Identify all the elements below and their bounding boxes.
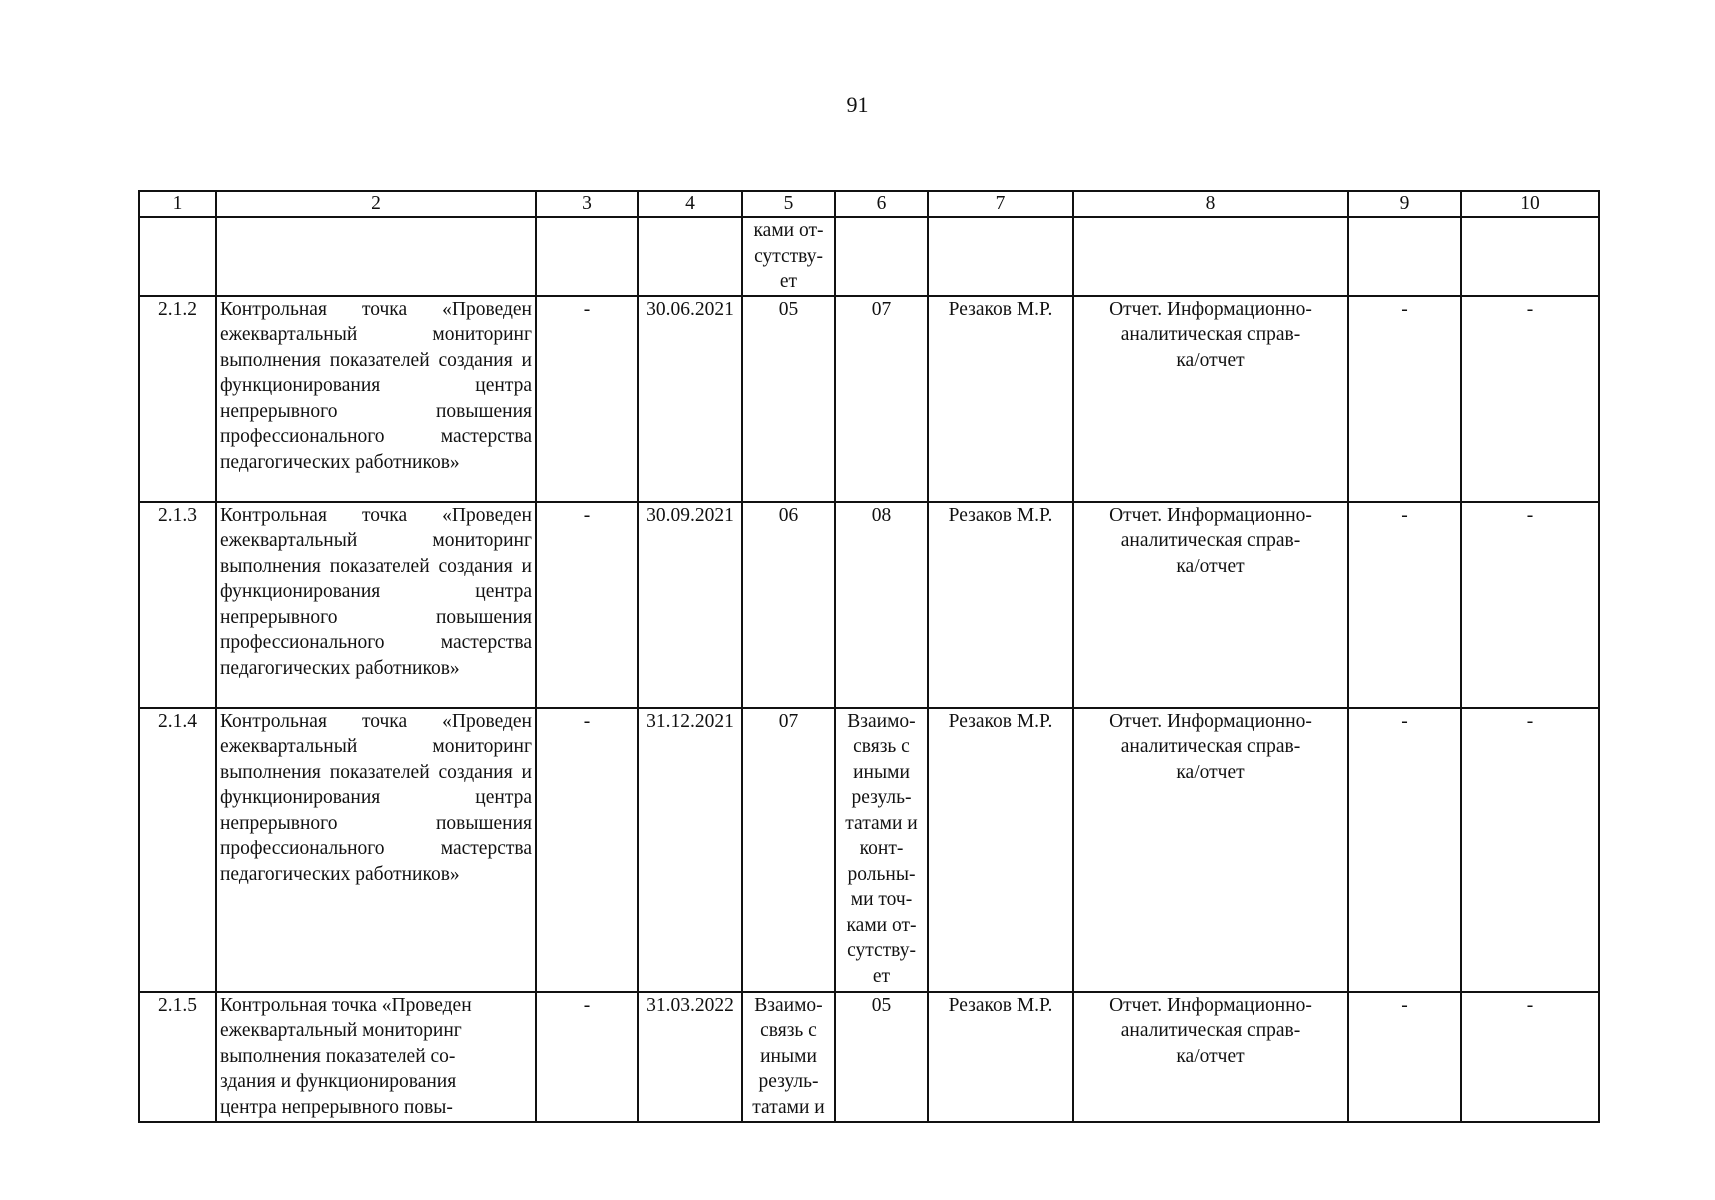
col10-value: - — [1461, 296, 1599, 502]
text-line: 08 — [871, 504, 892, 526]
text-line: Отчет. Информационно- — [1109, 504, 1312, 526]
text-line: ка/отчет — [1176, 1045, 1245, 1067]
empty-cell — [1461, 217, 1599, 296]
col5-value — [742, 296, 835, 502]
text-line: иными — [853, 761, 910, 783]
continuation-row — [139, 217, 1599, 296]
col3-value: - — [536, 708, 638, 992]
text-line: 07 — [871, 298, 892, 320]
col9-value: - — [1348, 296, 1461, 502]
empty-cell — [1348, 217, 1461, 296]
text-line: аналитическая справ- — [1120, 736, 1301, 757]
text-line: резуль- — [851, 787, 912, 808]
text-line: 07 — [778, 710, 799, 732]
text-line: связь с — [760, 1020, 817, 1041]
header-cell: 3 — [536, 191, 638, 217]
text-line: Контрольная точка «Проведен — [220, 994, 472, 1016]
col10-value: - — [1461, 708, 1599, 992]
col9-value: - — [1348, 502, 1461, 708]
plan-table — [138, 190, 1600, 1123]
row-description: Контрольная точка «Проведен ежеквартальный мониторинг выполнения показателей создания и функционирования центра непрерывного повышения профессионального мастерства педагогических работников» — [216, 708, 536, 992]
row-description: Контрольная точка «Проведен ежеквартальный мониторинг выполнения показателей создания и функционирования центра непрерывного повышения профессионального мастерства педагогических работников» — [216, 502, 536, 708]
row-number: 2.1.2 — [139, 296, 216, 502]
row-responsible: Резаков М.Р. — [928, 502, 1073, 708]
continuation-col5 — [742, 217, 835, 296]
text-line: сутству- — [754, 245, 823, 267]
header-cell: 1 — [139, 191, 216, 217]
row-responsible: Резаков М.Р. — [928, 708, 1073, 992]
row-document — [1073, 992, 1348, 1122]
header-cell: 5 — [742, 191, 835, 217]
empty-cell — [536, 217, 638, 296]
text-line: Отчет. Информационно- — [1109, 710, 1312, 732]
row-date: 30.09.2021 — [638, 502, 742, 708]
col3-value: - — [536, 992, 638, 1122]
row-number: 2.1.3 — [139, 502, 216, 708]
header-cell: 4 — [638, 191, 742, 217]
row-date: 30.06.2021 — [638, 296, 742, 502]
row-document — [1073, 708, 1348, 992]
text-line: резуль- — [758, 1071, 819, 1092]
table-row — [139, 992, 1599, 1122]
col9-value: - — [1348, 708, 1461, 992]
empty-cell — [638, 217, 742, 296]
text-line: ками от- — [753, 220, 824, 241]
text-line: здания и функционирования — [220, 1071, 457, 1092]
header-cell: 2 — [216, 191, 536, 217]
text-line: ками от- — [846, 914, 917, 936]
text-line: выполнения показателей со- — [220, 1045, 456, 1067]
row-description: Контрольная точка «Проведен ежеквартальный мониторинг выполнения показателей создания и функционирования центра непрерывного повышения профессионального мастерства педагогических работников» — [216, 296, 536, 502]
page-number: 91 — [846, 92, 869, 117]
empty-cell — [1073, 217, 1348, 296]
row-responsible: Резаков М.Р. — [928, 296, 1073, 502]
text-line: ка/отчет — [1176, 761, 1245, 783]
table-header-row — [139, 191, 1599, 217]
text-line: аналитическая справ- — [1120, 530, 1301, 551]
col6-value — [835, 992, 928, 1122]
table-row — [139, 296, 1599, 502]
header-cell: 10 — [1461, 191, 1599, 217]
header-cell: 8 — [1073, 191, 1348, 217]
header-cell: 6 — [835, 191, 928, 217]
text-line: Отчет. Информационно- — [1109, 994, 1312, 1016]
col10-value: - — [1461, 992, 1599, 1122]
text-line: ет — [779, 271, 798, 292]
text-line: иными — [760, 1045, 817, 1067]
row-document — [1073, 502, 1348, 708]
col6-value — [835, 502, 928, 708]
row-document — [1073, 296, 1348, 502]
text-line: Взаимо- — [847, 710, 916, 732]
text-line: ми точ- — [850, 889, 913, 910]
text-line: аналитическая справ- — [1120, 324, 1301, 345]
col5-value — [742, 992, 835, 1122]
text-line: 06 — [778, 504, 799, 526]
row-number: 2.1.4 — [139, 708, 216, 992]
col5-value — [742, 502, 835, 708]
empty-cell — [835, 217, 928, 296]
text-line: сутству- — [847, 940, 916, 961]
empty-cell — [216, 217, 536, 296]
col3-value: - — [536, 296, 638, 502]
text-line: рольны- — [847, 863, 916, 885]
text-line: 05 — [871, 994, 892, 1016]
header-cell: 7 — [928, 191, 1073, 217]
text-line: 05 — [778, 298, 799, 320]
table-row — [139, 502, 1599, 708]
col6-value — [835, 296, 928, 502]
col9-value: - — [1348, 992, 1461, 1122]
text-line: Взаимо- — [754, 994, 823, 1016]
text-line: конт- — [859, 838, 904, 859]
row-date: 31.12.2021 — [638, 708, 742, 992]
row-description — [216, 992, 536, 1122]
text-line: ка/отчет — [1176, 555, 1245, 577]
col6-value — [835, 708, 928, 992]
header-cell: 9 — [1348, 191, 1461, 217]
col10-value: - — [1461, 502, 1599, 708]
row-responsible: Резаков М.Р. — [928, 992, 1073, 1122]
text-line: центра непрерывного повы- — [220, 1096, 453, 1118]
table-row — [139, 708, 1599, 992]
text-line: ка/отчет — [1176, 349, 1245, 371]
text-line: татами и — [845, 812, 918, 834]
empty-cell — [139, 217, 216, 296]
col5-value — [742, 708, 835, 992]
text-line: татами и — [752, 1096, 825, 1118]
row-number: 2.1.5 — [139, 992, 216, 1122]
text-line: Отчет. Информационно- — [1109, 298, 1312, 320]
text-line: аналитическая справ- — [1120, 1020, 1301, 1041]
text-line: ет — [872, 965, 891, 987]
row-date: 31.03.2022 — [638, 992, 742, 1122]
col3-value: - — [536, 502, 638, 708]
text-line: связь с — [853, 736, 910, 757]
text-line: ежеквартальный мониторинг — [220, 1020, 462, 1041]
empty-cell — [928, 217, 1073, 296]
